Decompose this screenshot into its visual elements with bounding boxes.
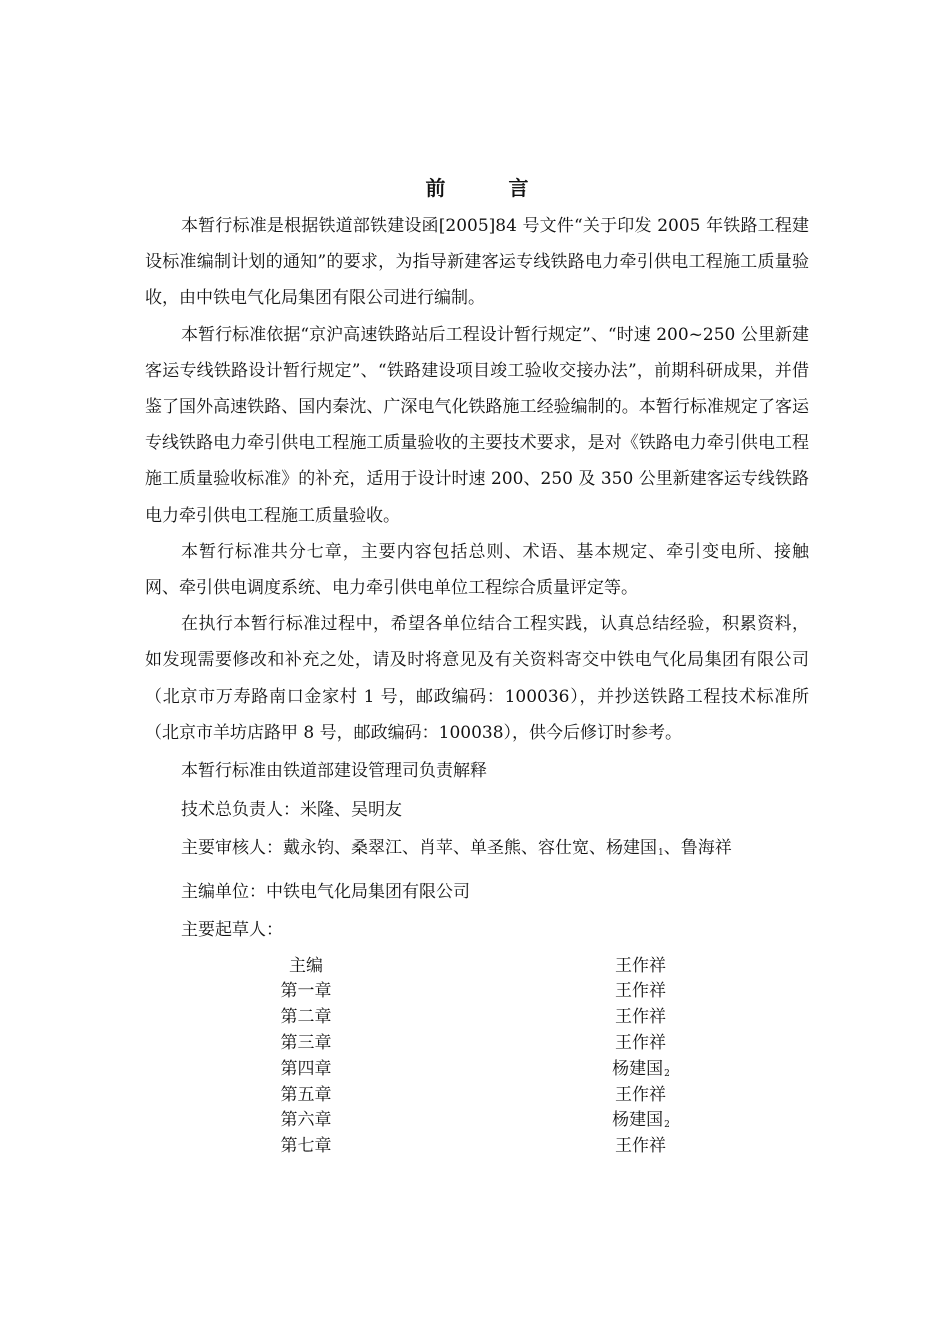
drafter-row bbox=[145, 979, 809, 1005]
drafter-chapter: 第三章 bbox=[280, 1032, 332, 1053]
interpretation-line: 本暂行标准由铁道部建设管理司负责解释 bbox=[181, 761, 487, 782]
drafter-row bbox=[145, 1005, 809, 1031]
drafter-name: 王作祥 bbox=[615, 1032, 666, 1053]
drafter-chapter: 第一章 bbox=[280, 981, 332, 1002]
drafters-table bbox=[145, 954, 809, 1160]
drafter-chapter: 第二章 bbox=[280, 1007, 332, 1028]
paragraph-references: 本暂行标准依据“京沪高速铁路站后工程设计暂行规定”、“时速 200~250 公里新建客运专线铁路设计暂行规定”、“铁路建设项目竣工验收交接办法”，前期科研成果，并借鉴了国外高速铁路、国内秦沈、广深电气化铁路施工经验编制的。本暂行标准规定了客运专线铁路电力牵引供电工程施工质量验收的主要技术要求，是对《铁路电力牵引供电工程施工质量验收标准》的补充，适用于设计时速 200、250 及 350 公里新建客运专线铁路电力牵引供电工程施工质量验收。 bbox=[145, 324, 809, 526]
drafter-name: 王作祥 bbox=[615, 1136, 666, 1157]
drafter-mark: 2 bbox=[664, 1120, 670, 1131]
drafter-chapter: 第五章 bbox=[280, 1084, 332, 1105]
reviewers-tail: 、鲁海祥 bbox=[663, 838, 732, 859]
drafter-chapter: 第六章 bbox=[280, 1110, 332, 1131]
drafter-row bbox=[145, 1031, 809, 1057]
drafter-name: 王作祥 bbox=[615, 1007, 666, 1028]
drafters-label: 主要起草人： bbox=[181, 920, 283, 941]
drafter-row bbox=[145, 1083, 809, 1109]
paragraph-feedback: 在执行本暂行标准过程中，希望各单位结合工程实践，认真总结经验，积累资料，如发现需要修改和补充之处，请及时将意见及有关资料寄交中铁电气化局集团有限公司（北京市万寿路南口金家村 1 号，邮政编码：100036），并抄送铁路工程技术标准所（北京市羊坊店路甲 8 号，邮政编码：100038），供今后修订时参考。 bbox=[145, 614, 809, 743]
reviewers-mark: 1 bbox=[658, 848, 664, 859]
drafter-name-cell bbox=[607, 1134, 675, 1165]
drafter-row bbox=[145, 1057, 809, 1083]
drafter-name: 王作祥 bbox=[615, 981, 666, 1002]
document-body bbox=[145, 170, 809, 1160]
drafter-row bbox=[145, 1134, 809, 1160]
drafter-name: 王作祥 bbox=[615, 1084, 666, 1105]
drafter-name: 杨建国 bbox=[612, 1110, 664, 1131]
drafter-chapter: 第四章 bbox=[280, 1058, 332, 1079]
drafter-mark: 2 bbox=[664, 1068, 670, 1079]
paragraph-basis: 本暂行标准是根据铁道部铁建设函[2005]84 号文件“关于印发 2005 年铁路工程建设标准编制计划的通知”的要求，为指导新建客运专线铁路电力牵引供电工程施工质量验收，由中铁电气化局集团有限公司进行编制。 bbox=[145, 216, 809, 309]
tech-lead-line: 技术总负责人：米隆、吴明友 bbox=[181, 799, 402, 820]
editor-unit-line: 主编单位：中铁电气化局集团有限公司 bbox=[181, 881, 470, 902]
drafter-chapter: 主编 bbox=[289, 955, 323, 976]
reviewers-text: 主要审核人：戴永钧、桑翠江、肖苹、单圣熊、容仕宽、杨建国 bbox=[181, 838, 657, 859]
reviewers-line bbox=[145, 829, 809, 873]
drafter-row bbox=[145, 1108, 809, 1134]
drafter-name: 王作祥 bbox=[615, 955, 666, 976]
drafter-name: 杨建国 bbox=[612, 1058, 664, 1079]
page-title: 前 言 bbox=[425, 176, 557, 200]
paragraph-chapters: 本暂行标准共分七章，主要内容包括总则、术语、基本规定、牵引变电所、接触网、牵引供电调度系统、电力牵引供电单位工程综合质量评定等。 bbox=[145, 541, 809, 599]
drafter-row bbox=[145, 954, 809, 980]
drafter-chapter: 第七章 bbox=[280, 1136, 332, 1157]
